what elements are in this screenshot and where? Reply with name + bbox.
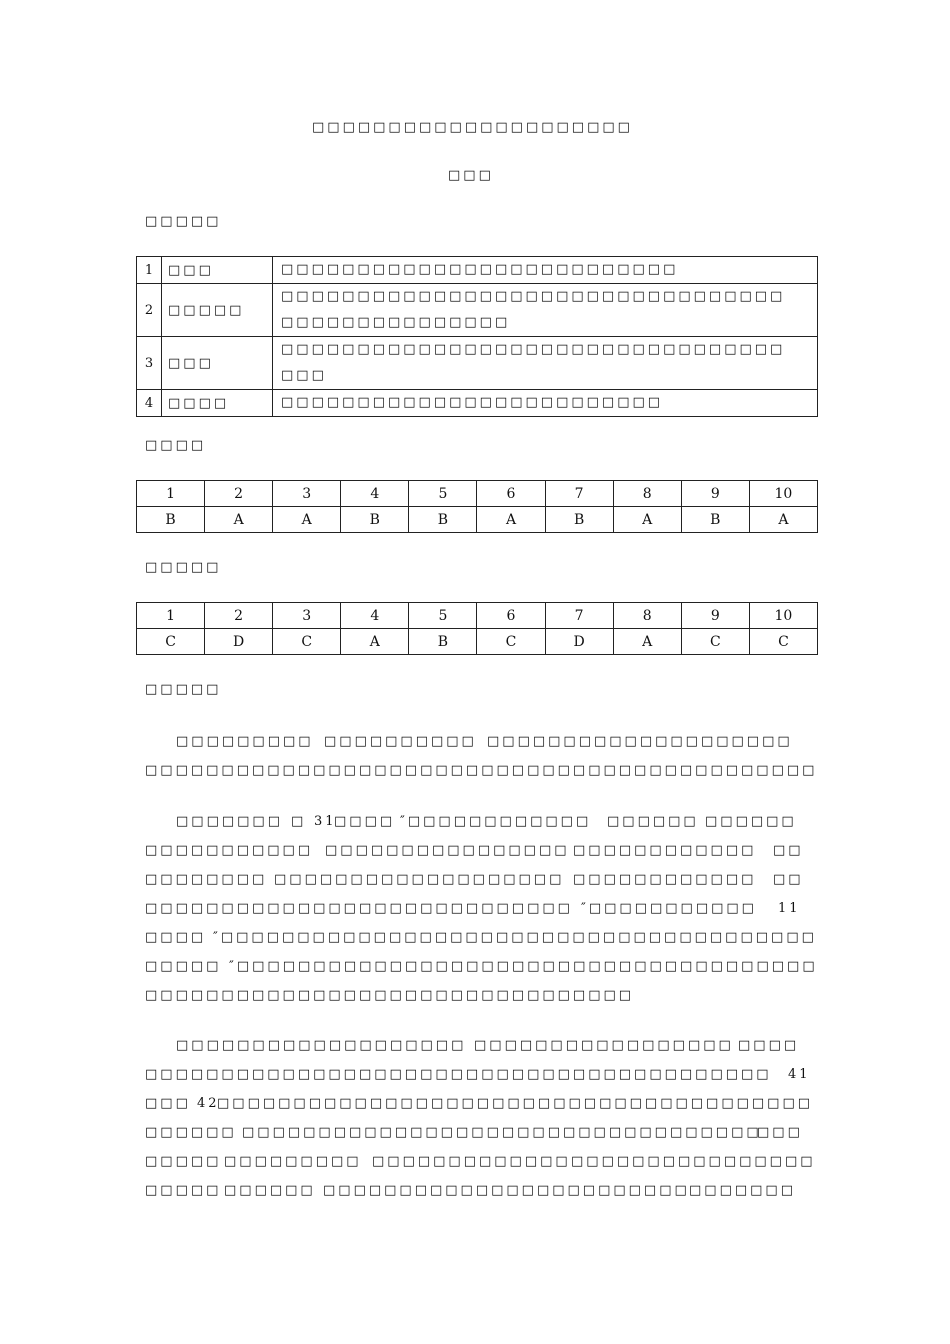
answer-value: A [205, 507, 273, 533]
question-number: 1 [137, 603, 205, 629]
answer-value: A [613, 629, 681, 655]
section-heading-2: □□□□ [145, 438, 207, 453]
answer-table-3 [136, 602, 818, 655]
answer-value-row [137, 507, 818, 533]
answer-header-row [137, 603, 818, 629]
question-number: 7 [545, 603, 613, 629]
terms-row [137, 390, 818, 417]
answer-value: D [205, 629, 273, 655]
document-page: □□□□□□□□□□□□□□□□□□□□□ □□□ □□□□□ 1 □□□ □□□□□□□□□□□□□□□□□□□□□□□□□□ 2 □□□□□ □□□□□□□□□□□□□□□□□□□□□□□□□□□□□□□□□ □□□□□□□□□□□□□□□ 3 □□□ □□□□□□□□□□□□□□□□□□□□□□□□□□□□□□□□□ □□□ 4 □□□□ □□□□□□□□□□□□□□□□□□□□□□□□□ □□□□ 1 2 3 4 5 6 7 8 9 10 B A A B B A B A B A □□□□□ 1 2 3 4 5 6 7 8 9 10 C D C A B C D A C C □□□□□ □□□□□□□□□ □□□□□□□□□□ □□□□□□□□□□□□□□□□□□□□ □□□□□□□□□□□□□□□□□□□□□□□□□□□□□□□□□□□□□□□□□□□□ □□□□□□□ □ 31 □□□□ ″□□□□□□□□□□□□ □□□□□□ □□□□□□ □□□□□□□□□□□ □□□□□□□□□□□□□□□□ □□□□□□□□□□□□ □□ □□□□□□□□ □□□□□□□□□□□□□□□□□□□ □□□□□□□□□□□□ □□ □□□□□□□□□□□□□□□□□□□□□□□□□□□□ ″□□□□□□□□□□□ 11 □□□□ ″□□□□□□□□□□□□□□□□□□□□□□□□□□□□□□□□□□□□□□□ □□□□□ ″□□□□□□□□□□□□□□□□□□□□□□□□□□□□□□□□□□□□□□ □□□□□□□□□□□□□□□□□□□□□□□□□□□□□□□□ □□□□□□□□□□□□□□□□□□□ □□□□□□□□□□□□□□□□□ □□□□ □□□□□□□□□□□□□□□□□□□□□□□□□□□□□□□□□□□□□□□□□ 41 □□□ 42 □□□□□□□□□□□□□□□□□□□□□□□□□□□□□□□□□□□□□□□ □□□□□□ □□□□□□□□□□□□□□ □□□□□□□□□□□□□□□□□□□□ □□□ □□□□□ □□□□□□□□□ □□□□□□□□□□□□□ □□□□□□□□□□□□□□□□ □□□□□ □□□□□□ □□□□□□□□□□□□□□□□□□□□□□□□ □□□□□□□ [0, 0, 950, 1344]
question-number: 2 [205, 603, 273, 629]
question-number: 10 [749, 481, 817, 507]
document-subtitle: □□□ [448, 168, 494, 183]
answer-value: B [545, 507, 613, 533]
answer-value: A [749, 507, 817, 533]
answer-value: A [613, 507, 681, 533]
section-heading-4: □□□□□ [145, 682, 222, 697]
question-number: 9 [681, 481, 749, 507]
answer-value: B [409, 629, 477, 655]
terms-table [136, 256, 818, 417]
answer-value: C [477, 629, 545, 655]
question-number: 8 [613, 481, 681, 507]
term-number: 2 [137, 284, 162, 337]
question-number: 6 [477, 603, 545, 629]
answer-value: C [137, 629, 205, 655]
question-number: 4 [341, 603, 409, 629]
term-definition: □□□□□□□□□□□□□□□□□□□□□□□□□□□□□□□□□ □□□□□□□□□□□□□□□ [273, 284, 818, 337]
question-number: 6 [477, 481, 545, 507]
answer-value: B [137, 507, 205, 533]
question-number: 7 [545, 481, 613, 507]
question-number: 5 [409, 481, 477, 507]
question-number: 3 [273, 481, 341, 507]
terms-row [137, 257, 818, 284]
term-number: 1 [137, 257, 162, 284]
term-definition: □□□□□□□□□□□□□□□□□□□□□□□□□□ [273, 257, 818, 284]
question-number: 4 [341, 481, 409, 507]
term-name: □□□ [162, 257, 273, 284]
section-heading-3: □□□□□ [145, 560, 222, 575]
answer-value: A [273, 507, 341, 533]
answer-value: B [681, 507, 749, 533]
answer-value: A [477, 507, 545, 533]
answer-value: C [749, 629, 817, 655]
answer-value: C [273, 629, 341, 655]
question-number: 1 [137, 481, 205, 507]
question-number: 10 [749, 603, 817, 629]
question-number: 8 [613, 603, 681, 629]
question-number: 2 [205, 481, 273, 507]
answer-value: A [341, 629, 409, 655]
terms-row [137, 284, 818, 337]
answer-value: B [409, 507, 477, 533]
answer-value: C [681, 629, 749, 655]
term-number: 3 [137, 337, 162, 390]
answer-value-row [137, 629, 818, 655]
section-heading-1: □□□□□ [145, 214, 222, 229]
question-number: 3 [273, 603, 341, 629]
term-name: □□□ [162, 337, 273, 390]
term-definition: □□□□□□□□□□□□□□□□□□□□□□□□□□□□□□□□□ □□□ [273, 337, 818, 390]
answer-header-row [137, 481, 818, 507]
term-definition: □□□□□□□□□□□□□□□□□□□□□□□□□ [273, 390, 818, 417]
answer-table-2 [136, 480, 818, 533]
terms-row [137, 337, 818, 390]
document-title: □□□□□□□□□□□□□□□□□□□□□ [312, 120, 633, 135]
question-number: 9 [681, 603, 749, 629]
term-name: □□□□ [162, 390, 273, 417]
answer-value: D [545, 629, 613, 655]
question-number: 5 [409, 603, 477, 629]
answer-value: B [341, 507, 409, 533]
term-number: 4 [137, 390, 162, 417]
term-name: □□□□□ [162, 284, 273, 337]
